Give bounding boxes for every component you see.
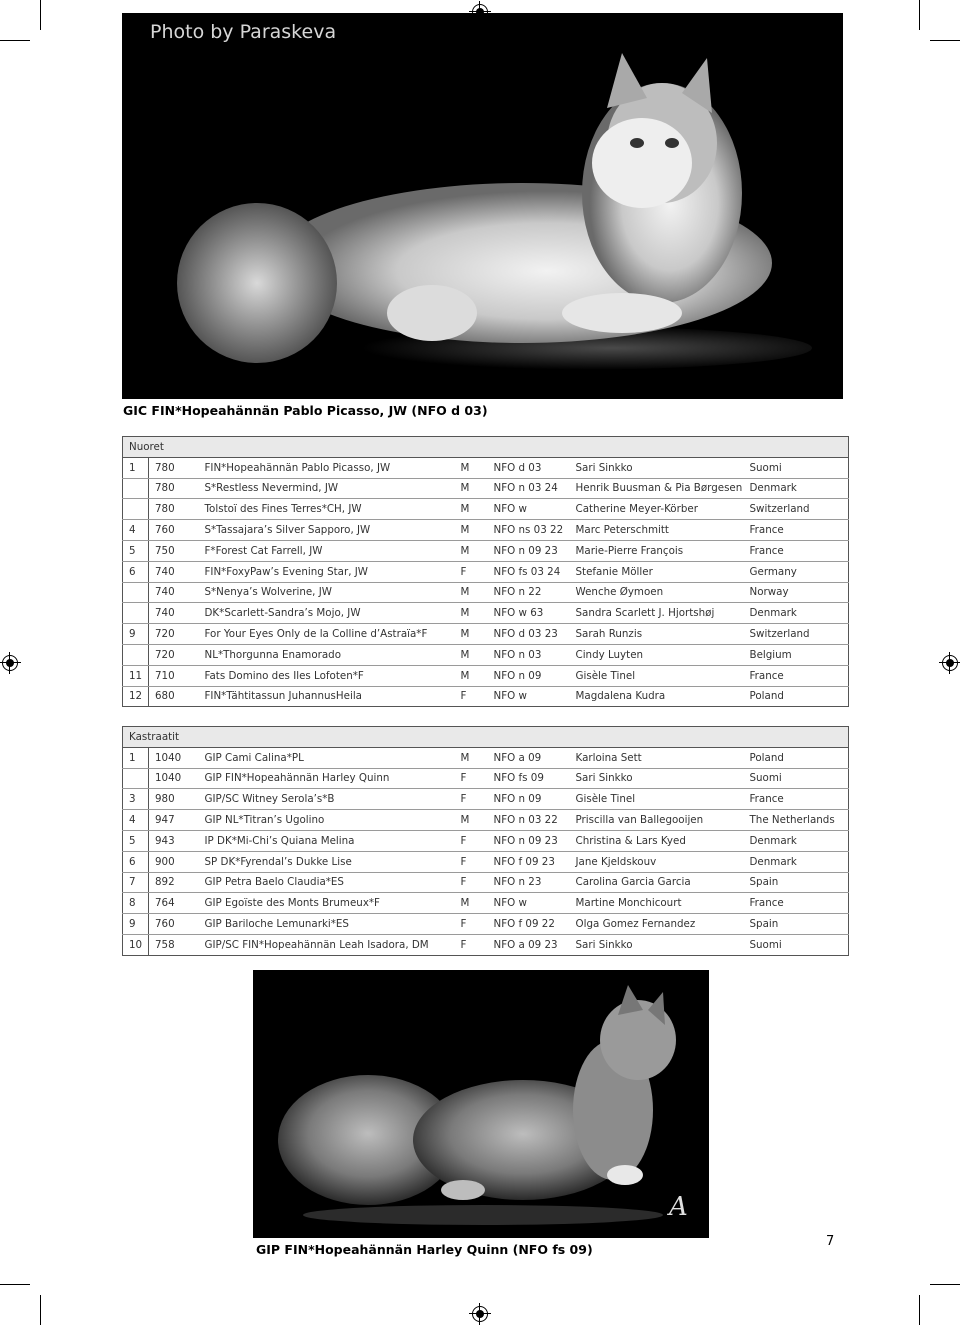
points-cell: 780 — [149, 457, 199, 478]
country-cell: Belgium — [744, 644, 849, 665]
rank-cell — [123, 582, 149, 603]
cat-name-cell: GIP Petra Baelo Claudia*ES — [199, 872, 455, 893]
points-cell: 680 — [149, 686, 199, 707]
page-number: 7 — [826, 1234, 835, 1249]
rank-cell — [123, 499, 149, 520]
owner-cell: Carolina Garcia Garcia — [570, 872, 744, 893]
country-cell: France — [744, 893, 849, 914]
cat-name-cell: For Your Eyes Only de la Colline d’Astraïa*F — [199, 624, 455, 645]
country-cell: Poland — [744, 686, 849, 707]
registration-mark-icon — [942, 655, 958, 671]
photo-caption-top: GIC FIN*Hopeahännän Pablo Picasso, JW (NFO d 03) — [123, 403, 488, 418]
points-cell: 710 — [149, 665, 199, 686]
cat-name-cell: Fats Domino des Iles Lofoten*F — [199, 665, 455, 686]
registration-mark-icon — [2, 655, 18, 671]
owner-cell: Marie-Pierre François — [570, 540, 744, 561]
rank-cell: 12 — [123, 686, 149, 707]
country-cell: Spain — [744, 914, 849, 935]
cat-name-cell: DK*Scarlett-Sandra’s Mojo, JW — [199, 603, 455, 624]
points-cell: 740 — [149, 582, 199, 603]
owner-cell: Magdalena Kudra — [570, 686, 744, 707]
points-cell: 980 — [149, 789, 199, 810]
owner-cell: Catherine Meyer-Körber — [570, 499, 744, 520]
rank-cell: 9 — [123, 624, 149, 645]
owner-cell: Sarah Runzis — [570, 624, 744, 645]
table-row — [123, 540, 849, 561]
ems-code-cell: NFO n 03 22 — [488, 810, 570, 831]
watermark-logo: A — [669, 1192, 688, 1222]
cat-name-cell: GIP Egoïste des Monts Brumeux*F — [199, 893, 455, 914]
cat-name-cell: NL*Thorgunna Enamorado — [199, 644, 455, 665]
results-table-nuoret — [122, 436, 849, 707]
ems-code-cell: NFO n 09 — [488, 665, 570, 686]
cat-name-cell: S*Nenya’s Wolverine, JW — [199, 582, 455, 603]
cat-name-cell: F*Forest Cat Farrell, JW — [199, 540, 455, 561]
ems-code-cell: NFO fs 09 — [488, 768, 570, 789]
rank-cell: 5 — [123, 540, 149, 561]
table-row — [123, 478, 849, 499]
rank-cell — [123, 478, 149, 499]
owner-cell: Jane Kjeldskouv — [570, 851, 744, 872]
cat-name-cell: GIP Bariloche Lemunarki*ES — [199, 914, 455, 935]
table-row — [123, 665, 849, 686]
sex-cell: M — [455, 810, 488, 831]
ems-code-cell: NFO f 09 23 — [488, 851, 570, 872]
rank-cell — [123, 768, 149, 789]
table-row — [123, 520, 849, 541]
ems-code-cell: NFO n 09 23 — [488, 540, 570, 561]
ems-code-cell: NFO n 09 — [488, 789, 570, 810]
rank-cell: 9 — [123, 914, 149, 935]
table-row — [123, 457, 849, 478]
country-cell: Germany — [744, 561, 849, 582]
sex-cell: M — [455, 893, 488, 914]
owner-cell: Gisèle Tinel — [570, 789, 744, 810]
sex-cell: M — [455, 520, 488, 541]
points-cell: 780 — [149, 478, 199, 499]
cat-name-cell: GIP FIN*Hopeahännän Harley Quinn — [199, 768, 455, 789]
owner-cell: Sari Sinkko — [570, 768, 744, 789]
rank-cell — [123, 644, 149, 665]
ems-code-cell: NFO w 63 — [488, 603, 570, 624]
ems-code-cell: NFO n 03 — [488, 644, 570, 665]
table-row — [123, 934, 849, 955]
owner-cell: Olga Gomez Fernandez — [570, 914, 744, 935]
rank-cell: 6 — [123, 561, 149, 582]
table-row — [123, 686, 849, 707]
owner-cell: Cindy Luyten — [570, 644, 744, 665]
country-cell: Denmark — [744, 603, 849, 624]
country-cell: Suomi — [744, 768, 849, 789]
class-header-row — [123, 727, 849, 748]
class-header-row — [123, 437, 849, 458]
sex-cell: M — [455, 582, 488, 603]
sex-cell: F — [455, 686, 488, 707]
crop-mark — [0, 1284, 30, 1285]
ems-code-cell: NFO a 09 — [488, 747, 570, 768]
sex-cell: M — [455, 624, 488, 645]
table-row — [123, 499, 849, 520]
country-cell: Poland — [744, 747, 849, 768]
table-row — [123, 830, 849, 851]
crop-mark — [40, 1295, 41, 1325]
table-row — [123, 893, 849, 914]
table-row — [123, 810, 849, 831]
ems-code-cell: NFO fs 03 24 — [488, 561, 570, 582]
country-cell: Switzerland — [744, 499, 849, 520]
ems-code-cell: NFO n 22 — [488, 582, 570, 603]
owner-cell: Priscilla van Ballegooijen — [570, 810, 744, 831]
crop-mark — [0, 40, 30, 41]
points-cell: 758 — [149, 934, 199, 955]
points-cell: 740 — [149, 561, 199, 582]
sex-cell: M — [455, 665, 488, 686]
ems-code-cell: NFO d 03 23 — [488, 624, 570, 645]
country-cell: France — [744, 665, 849, 686]
owner-cell: Sari Sinkko — [570, 457, 744, 478]
sex-cell: F — [455, 561, 488, 582]
registration-mark-icon — [472, 1306, 488, 1322]
ems-code-cell: NFO n 03 24 — [488, 478, 570, 499]
table-row — [123, 582, 849, 603]
cat-name-cell: Tolstoï des Fines Terres*CH, JW — [199, 499, 455, 520]
sex-cell: F — [455, 914, 488, 935]
rank-cell: 1 — [123, 457, 149, 478]
rank-cell: 4 — [123, 520, 149, 541]
points-cell: 764 — [149, 893, 199, 914]
cat-name-cell: S*Restless Nevermind, JW — [199, 478, 455, 499]
country-cell: Denmark — [744, 478, 849, 499]
cat-name-cell: IP DK*Mi-Chi’s Quiana Melina — [199, 830, 455, 851]
ems-code-cell: NFO f 09 22 — [488, 914, 570, 935]
country-cell: Denmark — [744, 851, 849, 872]
points-cell: 740 — [149, 603, 199, 624]
sex-cell: F — [455, 934, 488, 955]
cat-illustration — [122, 13, 843, 399]
cat-photo-bottom — [253, 970, 709, 1238]
sex-cell: F — [455, 789, 488, 810]
class-label: Nuoret — [123, 437, 849, 458]
cat-name-cell: FIN*Hopeahännän Pablo Picasso, JW — [199, 457, 455, 478]
owner-cell: Marc Peterschmitt — [570, 520, 744, 541]
table-row — [123, 914, 849, 935]
country-cell: Switzerland — [744, 624, 849, 645]
crop-mark — [919, 1295, 920, 1325]
cat-name-cell: GIP/SC FIN*Hopeahännän Leah Isadora, DM — [199, 934, 455, 955]
owner-cell: Stefanie Möller — [570, 561, 744, 582]
country-cell: The Netherlands — [744, 810, 849, 831]
country-cell: Spain — [744, 872, 849, 893]
table-row — [123, 747, 849, 768]
cat-photo-top — [122, 13, 843, 399]
country-cell: France — [744, 789, 849, 810]
cat-name-cell: GIP Cami Calina*PL — [199, 747, 455, 768]
ems-code-cell: NFO w — [488, 499, 570, 520]
owner-cell: Sari Sinkko — [570, 934, 744, 955]
ems-code-cell: NFO d 03 — [488, 457, 570, 478]
sex-cell: M — [455, 540, 488, 561]
class-label: Kastraatit — [123, 727, 849, 748]
sex-cell: M — [455, 478, 488, 499]
points-cell: 720 — [149, 644, 199, 665]
results-table-kastraatit — [122, 726, 849, 956]
owner-cell: Gisèle Tinel — [570, 665, 744, 686]
country-cell: Norway — [744, 582, 849, 603]
table-row — [123, 789, 849, 810]
sex-cell: F — [455, 830, 488, 851]
rank-cell: 4 — [123, 810, 149, 831]
sex-cell: M — [455, 644, 488, 665]
table-row — [123, 851, 849, 872]
owner-cell: Henrik Buusman & Pia Børgesen — [570, 478, 744, 499]
sex-cell: F — [455, 851, 488, 872]
rank-cell: 3 — [123, 789, 149, 810]
ems-code-cell: NFO ns 03 22 — [488, 520, 570, 541]
points-cell: 1040 — [149, 768, 199, 789]
crop-mark — [40, 0, 41, 30]
crop-mark — [930, 1284, 960, 1285]
crop-mark — [930, 40, 960, 41]
ems-code-cell: NFO w — [488, 686, 570, 707]
points-cell: 750 — [149, 540, 199, 561]
sex-cell: M — [455, 457, 488, 478]
points-cell: 892 — [149, 872, 199, 893]
rank-cell: 8 — [123, 893, 149, 914]
sex-cell: M — [455, 603, 488, 624]
sex-cell: F — [455, 872, 488, 893]
country-cell: Suomi — [744, 457, 849, 478]
owner-cell: Christina & Lars Kyed — [570, 830, 744, 851]
sex-cell: F — [455, 768, 488, 789]
rank-cell: 10 — [123, 934, 149, 955]
table-row — [123, 768, 849, 789]
sex-cell: M — [455, 747, 488, 768]
owner-cell: Sandra Scarlett J. Hjortshøj — [570, 603, 744, 624]
points-cell: 947 — [149, 810, 199, 831]
rank-cell — [123, 603, 149, 624]
points-cell: 943 — [149, 830, 199, 851]
points-cell: 900 — [149, 851, 199, 872]
country-cell: Suomi — [744, 934, 849, 955]
cat-name-cell: GIP/SC Witney Serola’s*B — [199, 789, 455, 810]
rank-cell: 5 — [123, 830, 149, 851]
owner-cell: Wenche Øymoen — [570, 582, 744, 603]
cat-name-cell: S*Tassajara’s Silver Sapporo, JW — [199, 520, 455, 541]
photo-caption-bottom: GIP FIN*Hopeahännän Harley Quinn (NFO fs 09) — [256, 1242, 593, 1257]
points-cell: 720 — [149, 624, 199, 645]
owner-cell: Martine Monchicourt — [570, 893, 744, 914]
table-row — [123, 644, 849, 665]
photo-credit: Photo by Paraskeva — [150, 21, 337, 43]
rank-cell: 1 — [123, 747, 149, 768]
ems-code-cell: NFO a 09 23 — [488, 934, 570, 955]
country-cell: Denmark — [744, 830, 849, 851]
rank-cell: 6 — [123, 851, 149, 872]
cat-illustration — [253, 970, 709, 1238]
cat-name-cell: GIP NL*Titran’s Ugolino — [199, 810, 455, 831]
country-cell: France — [744, 540, 849, 561]
table-row — [123, 603, 849, 624]
ems-code-cell: NFO w — [488, 893, 570, 914]
cat-name-cell: FIN*FoxyPaw’s Evening Star, JW — [199, 561, 455, 582]
points-cell: 1040 — [149, 747, 199, 768]
points-cell: 760 — [149, 914, 199, 935]
table-row — [123, 561, 849, 582]
rank-cell: 11 — [123, 665, 149, 686]
points-cell: 760 — [149, 520, 199, 541]
owner-cell: Karloina Sett — [570, 747, 744, 768]
country-cell: France — [744, 520, 849, 541]
table-row — [123, 872, 849, 893]
points-cell: 780 — [149, 499, 199, 520]
ems-code-cell: NFO n 09 23 — [488, 830, 570, 851]
crop-mark — [919, 0, 920, 30]
ems-code-cell: NFO n 23 — [488, 872, 570, 893]
cat-name-cell: SP DK*Fyrendal’s Dukke Lise — [199, 851, 455, 872]
table-row — [123, 624, 849, 645]
rank-cell: 7 — [123, 872, 149, 893]
sex-cell: M — [455, 499, 488, 520]
cat-name-cell: FIN*Tähtitassun JuhannusHeila — [199, 686, 455, 707]
